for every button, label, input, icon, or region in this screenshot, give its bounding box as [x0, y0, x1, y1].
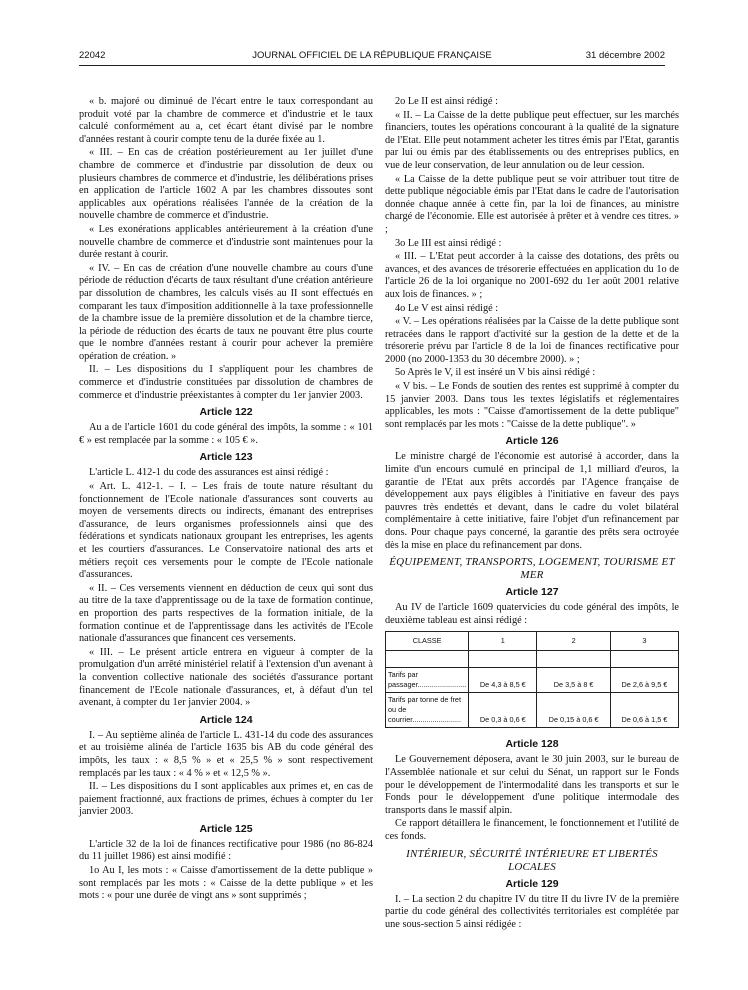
- table-cell: De 4,3 à 8,5 €: [469, 668, 537, 693]
- right-column: [385, 96, 679, 932]
- table-cell: Tarifs par passager........................: [386, 668, 469, 693]
- column-header: 3: [610, 632, 678, 651]
- table-spacer-row: [386, 651, 679, 668]
- table-cell: [537, 651, 611, 668]
- table-cell: [469, 651, 537, 668]
- paragraph: « Art. L. 412-1. – I. – Les frais de toute nature résultant du fonctionnement de l'Ecole nationale d'assurances sont couverts au moyen de versements directs ou indirects, émanant des entreprises d'assurance, de leurs organismes professionnels ainsi que des fédérations et syndicats nationaux groupant les entreprises, les agents et les courtiers d'assurances. Le Conservatoire national des arts et métiers reçoit ces versements pour le compte de l'Ecole nationale d'assurances.: [79, 481, 373, 581]
- paragraph: « IV. – En cas de création d'une nouvelle chambre au cours d'une période de réduction d'écarts de taux résultant d'une création antérieure par dissolution de chambres, les calculs visés au II sont effectués en comparant les taux d'imposition additionnelle à la taxe professionnelle de la chambre issue de la première dissolution et de la chambre tierce, la période de réduction des écarts de taux ne pouvant être plus courte que le nombre d'années restant à courir pour achever la première opération de création. »: [79, 262, 373, 362]
- paragraph: Le ministre chargé de l'économie est autorisé à accorder, dans la limite d'un encours cumulé en principal de 1,1 milliard d'euros, la garantie de l'Etat aux prêts accordés par l'Agence française de développement aux pays éligibles à l'initiative en faveur des pays pauvres très endettés et devant, dans le cadre du volet bilatéral complémentaire à cette initiative, faire l'objet d'un refinancement par dons. Pour chaque pays concerné, la garantie des prêts sera octroyée dès la mise en place du refinancement par dons.: [385, 451, 679, 551]
- article-heading: Article 128: [505, 738, 559, 751]
- table-cell: De 0,15 à 0,6 €: [537, 693, 611, 728]
- table-cell: De 2,6 à 9,5 €: [610, 668, 678, 693]
- paragraph: I. – La section 2 du chapitre IV du titre II du livre IV de la première partie du code général des collectivités territoriales est complétée par une sous-section 5 ainsi rédigée :: [385, 893, 679, 930]
- section-heading: ÉQUIPEMENT, TRANSPORTS, LOGEMENT, TOURISME ET MER: [389, 556, 675, 582]
- article-heading: Article 127: [505, 586, 559, 599]
- table-row: [386, 668, 679, 693]
- table-row: [386, 693, 679, 728]
- paragraph: 5o Après le V, il est inséré un V bis ainsi rédigé :: [395, 367, 596, 379]
- page-number: 22042: [79, 50, 106, 61]
- table-cell: De 0,6 à 1,5 €: [610, 693, 678, 728]
- left-column: [79, 96, 373, 904]
- paragraph: « III. – Le présent article entrera en vigueur à compter de la promulgation d'un arrêté ministériel relatif à l'extension d'un avenant à la convention collective nationale des sociétés d'assurance portant financement de l'Ecole nationale d'assurances, et, à défaut d'un tel avenant, à compter du 1er janvier 2004. »: [79, 646, 373, 709]
- paragraph: « Les exonérations applicables antérieurement à la création d'une nouvelle chambre de commerce et d'industrie sont maintenues pour la durée restant à courir.: [79, 223, 373, 261]
- journal-title: JOURNAL OFFICIEL DE LA RÉPUBLIQUE FRANÇAISE: [252, 50, 492, 61]
- paragraph: « III. – L'Etat peut accorder à la caisse des dotations, des prêts ou avances, et des avances de trésorerie effectuées en application du 1o de l'article 26 de la loi organique no 2001-692 du 1er août 2001 relative aux lois de finances. » ;: [385, 251, 679, 300]
- paragraph: Le Gouvernement déposera, avant le 30 juin 2003, sur le bureau de l'Assemblée nationale et sur celui du Sénat, un rapport sur le Fonds pour le développement de l'intermodalité dans les transports et sur le Fonds pour le développement d'une politique intermodale des transports dans le massif alpin.: [385, 754, 679, 816]
- paragraph: « V. – Les opérations réalisées par la Caisse de la dette publique sont retracées dans le rapport d'activité sur la gestion de la dette et de la trésorerie prévu par l'article 8 de la loi de finances rectificative pour 2000 (no 2000-1353 du 30 décembre 2000). » ;: [385, 316, 679, 365]
- paragraph: « b. majoré ou diminué de l'écart entre le taux correspondant au produit voté par la chambre de commerce et d'industrie et le taux calculé conformément au a, cet écart étant divisé par le nombre d'années restant à courir compte tenu de la durée fixée au 1.: [79, 96, 373, 145]
- article-heading: Article 126: [505, 435, 559, 448]
- table-header-row: [386, 632, 679, 651]
- paragraph: Au IV de l'article 1609 quatervicies du code général des impôts, le deuxième tableau est ainsi rédigé :: [385, 602, 679, 626]
- paragraph: « II. – Ces versements viennent en déduction de ceux qui sont dus au titre de la taxe d'apprentissage ou de la taxe de formation continue, en proportion des parts respectives de la formation initiale, de la formation continue et de l'apprentissage dans les activités de l'Ecole nationale d'assurances que financent ces versements.: [79, 582, 373, 645]
- paragraph: L'article L. 412-1 du code des assurances est ainsi rédigé :: [89, 467, 329, 479]
- table-cell: [610, 651, 678, 668]
- paragraph: « La Caisse de la dette publique peut se voir attribuer tout titre de dette publique négociable émis par l'Etat dans le cadre de l'autorisation donnée chaque année à cette fin, par la loi de finances, au ministre chargé de l'économie. Elle est autorisée à prêter et à vendre ces titres. » ;: [385, 173, 679, 235]
- tariff-table: [385, 631, 679, 728]
- paragraph: 1o Au I, les mots : « Caisse d'amortissement de la dette publique » sont remplacés par les mots : « Caisse de la dette publique » et les mots : « pour une durée de vingt ans » sont supprimés ;: [79, 865, 373, 902]
- header-rule: [79, 65, 665, 66]
- table-cell: De 0,3 à 0,6 €: [469, 693, 537, 728]
- column-header: 2: [537, 632, 611, 651]
- page-header: [79, 50, 665, 64]
- column-header: 1: [469, 632, 537, 651]
- paragraph: II. – Les dispositions du I sont applicables aux primes et, en cas de paiement fractionné, aux fractions de primes, échues à compter du 1er janvier 2003.: [79, 781, 373, 818]
- paragraph: I. – Au septième alinéa de l'article L. 431-14 du code des assurances et au troisième alinéa de l'article 1635 bis AB du code général des impôts, les taux : « 8,5 % » et « 25,5 % » sont respectivement remplacés par les taux : « 4 % » et « 12,5 % ».: [79, 729, 373, 779]
- column-header: CLASSE: [386, 632, 469, 651]
- paragraph: L'article 32 de la loi de finances rectificative pour 1986 (no 86-824 du 11 juillet 1986) est ainsi modifié :: [79, 838, 373, 863]
- paragraph: 4o Le V est ainsi rédigé :: [395, 302, 499, 314]
- section-heading: INTÉRIEUR, SÉCURITÉ INTÉRIEURE ET LIBERTÉS LOCALES: [406, 847, 658, 873]
- paragraph: Ce rapport détaillera le financement, le fonctionnement et l'utilité de ces fonds.: [385, 818, 679, 842]
- article-heading: Article 129: [505, 877, 559, 890]
- article-heading: Article 122: [199, 406, 253, 419]
- paragraph: 2o Le II est ainsi rédigé :: [395, 96, 498, 107]
- article-heading: Article 123: [199, 451, 253, 464]
- article-heading: Article 124: [199, 713, 253, 726]
- paragraph: Au a de l'article 1601 du code général des impôts, la somme : « 101 € » est remplacée par la somme : « 105 € ».: [79, 422, 373, 446]
- paragraph: « II. – La Caisse de la dette publique peut effectuer, sur les marchés financiers, toutes les opérations concourant à la qualité de la signature de l'Etat. Elle peut notamment acheter les titres émis par l'Etat, garantis par lui ou émis par des établissements ou des entreprises publics, en vue de leur conservation, de leur annulation ou de leur cession.: [385, 109, 679, 171]
- paragraph: « III. – En cas de création postérieurement au 1er juillet d'une chambre de commerce et d'industrie par dissolution de deux ou plusieurs chambres de commerce et d'industrie, les délibérations prises en application de l'article 1602 A par les chambres dissoutes sont applicables aux opérations réalisées l'année de la création de la nouvelle chambre de commerce et d'industrie.: [79, 147, 373, 222]
- paragraph: « V bis. – Le Fonds de soutien des rentes est supprimé à compter du 15 janvier 2003. Dans tous les textes législatifs et réglementaires applicables, les mots : "Caisse d'amortissement de la dette publique" sont remplacés par les mots : "Caisse de la dette publique". »: [385, 381, 679, 430]
- issue-date: 31 décembre 2002: [585, 50, 665, 61]
- paragraph: II. – Les dispositions du I s'appliquent pour les chambres de commerce et d'industrie constituées par dissolution de chambres de commerce et d'industrie préexistantes à compter du 1er janvier 2003.: [79, 364, 373, 401]
- table-cell: De 3,5 à 8 €: [537, 668, 611, 693]
- table-cell: Tarifs par tonne de fret ou de courrier........................: [386, 693, 469, 728]
- article-heading: Article 125: [199, 822, 253, 835]
- table-cell: [386, 651, 469, 668]
- paragraph: 3o Le III est ainsi rédigé :: [395, 237, 502, 249]
